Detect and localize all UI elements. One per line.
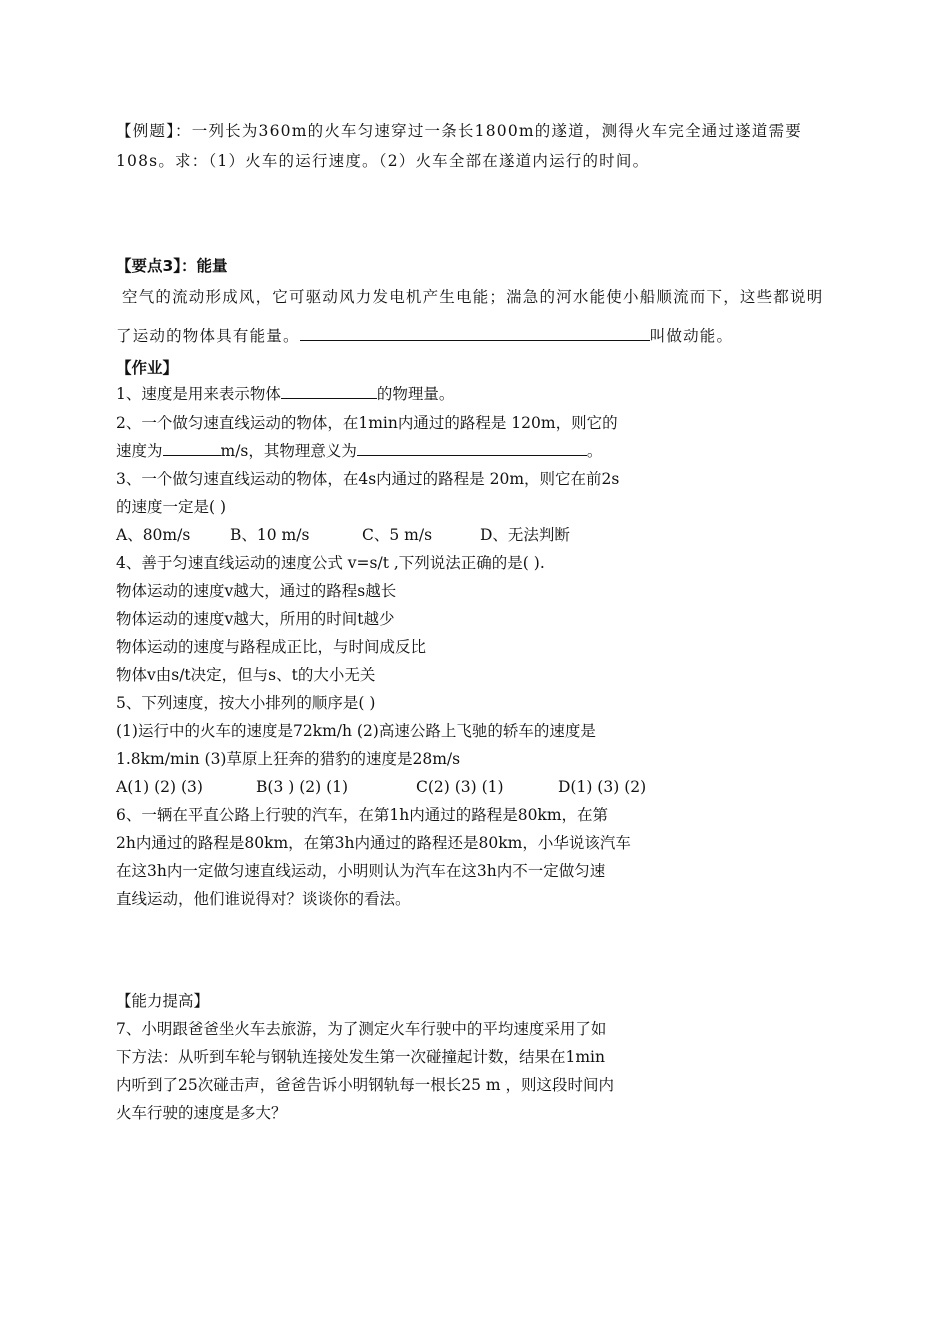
- example-line-2: 108s。求：（1）火车的运行速度。（2）火车全部在遂道内运行的时间。: [116, 152, 650, 170]
- q4-choice-3[interactable]: 物体运动的速度与路程成正比，与时间成反比: [116, 638, 427, 656]
- kinetic-energy-blank[interactable]: [300, 325, 650, 341]
- q5-option-b[interactable]: B(3 ) (2) (1): [256, 778, 349, 796]
- q3-option-d[interactable]: D、无法判断: [480, 526, 570, 544]
- q2-meaning-blank[interactable]: [357, 440, 587, 456]
- ability-q7-line-2: 下方法：从听到车轮与钢轨连接处发生第一次碰撞起计数，结果在1min: [116, 1048, 606, 1066]
- example-line-1: 【例题】：一列长为360m的火车匀速穿过一条长1800m的遂道，测得火车完全通过遂道需要: [116, 122, 802, 140]
- homework-q5-line-2: (1)运行中的火车的速度是72km/h (2)高速公路上飞驰的轿车的速度是: [116, 722, 596, 740]
- q1-prefix: 1、速度是用来表示物体: [116, 385, 281, 403]
- homework-q6-line-1: 6、一辆在平直公路上行驶的汽车，在第1h内通过的路程是80km，在第: [116, 806, 609, 824]
- q2-prefix: 速度为: [116, 442, 163, 460]
- q1-suffix: 的物理量。: [376, 385, 455, 403]
- q3-option-a[interactable]: A、80m/s: [116, 526, 191, 544]
- q2-middle: m/s，其物理意义为: [220, 442, 357, 460]
- ability-q7-line-3: 内听到了25次碰击声，爸爸告诉小明钢轨每一根长25 m ，则这段时间内: [116, 1076, 615, 1094]
- homework-heading: 【作业】: [116, 359, 179, 377]
- homework-q1: [116, 383, 454, 405]
- homework-q3-line-2: 的速度一定是( ): [116, 498, 227, 516]
- q4-choice-1[interactable]: 物体运动的速度v越大，通过的路程s越长: [116, 582, 397, 600]
- homework-q6-line-2: 2h内通过的路程是80km，在第3h内通过的路程还是80km，小华说该汽车: [116, 834, 631, 852]
- homework-q6-line-3: 在这3h内一定做匀速直线运动，小明则认为汽车在这3h内不一定做匀速: [116, 862, 606, 880]
- q5-option-c[interactable]: C(2) (3) (1): [416, 778, 504, 796]
- q2-speed-blank[interactable]: [163, 440, 221, 456]
- keypoint3-paragraph-1: 空气的流动形成风，它可驱动风力发电机产生电能；湍急的河水能使小船顺流而下，这些都说明: [122, 288, 824, 306]
- homework-q5-line-1: 5、下列速度，按大小排列的顺序是( ): [116, 694, 376, 712]
- q3-option-b[interactable]: B、10 m/s: [230, 526, 310, 544]
- keypoint3-paragraph-2-prefix: 了运动的物体具有能量。: [116, 327, 300, 345]
- keypoint3-heading: 【要点3】：能量: [116, 257, 228, 275]
- ability-heading: 【能力提高】: [116, 992, 210, 1010]
- homework-q5-line-3: 1.8km/min (3)草原上狂奔的猎豹的速度是28m/s: [116, 750, 461, 768]
- q4-choice-2[interactable]: 物体运动的速度v越大，所用的时间t越少: [116, 610, 395, 628]
- homework-q3-options: [116, 524, 570, 546]
- homework-q6-line-4: 直线运动，他们谁说得对？谈谈你的看法。: [116, 890, 411, 908]
- homework-q2-line-2: [116, 440, 602, 462]
- q3-option-c[interactable]: C、5 m/s: [362, 526, 433, 544]
- q4-choice-4[interactable]: 物体v由s/t决定，但与s、t的大小无关: [116, 666, 376, 684]
- q1-blank[interactable]: [281, 383, 377, 399]
- q5-option-a[interactable]: A(1) (2) (3): [116, 778, 203, 796]
- homework-q2-line-1: 2、一个做匀速直线运动的物体，在1min内通过的路程是 120m，则它的: [116, 414, 618, 432]
- ability-q7-line-1: 7、小明跟爸爸坐火车去旅游，为了测定火车行驶中的平均速度采用了如: [116, 1020, 607, 1038]
- homework-q4-line-1: 4、善于匀速直线运动的速度公式 v=s/t ,下列说法正确的是( ).: [116, 554, 545, 572]
- homework-q5-options: [116, 776, 646, 798]
- q2-suffix: 。: [586, 442, 603, 460]
- ability-q7-line-4: 火车行驶的速度是多大？: [116, 1104, 287, 1122]
- q5-option-d[interactable]: D(1) (3) (2): [558, 778, 647, 796]
- keypoint3-paragraph-2: [116, 325, 733, 347]
- keypoint3-paragraph-2-suffix: 叫做动能。: [649, 327, 734, 345]
- homework-q3-line-1: 3、一个做匀速直线运动的物体，在4s内通过的路程是 20m，则它在前2s: [116, 470, 620, 488]
